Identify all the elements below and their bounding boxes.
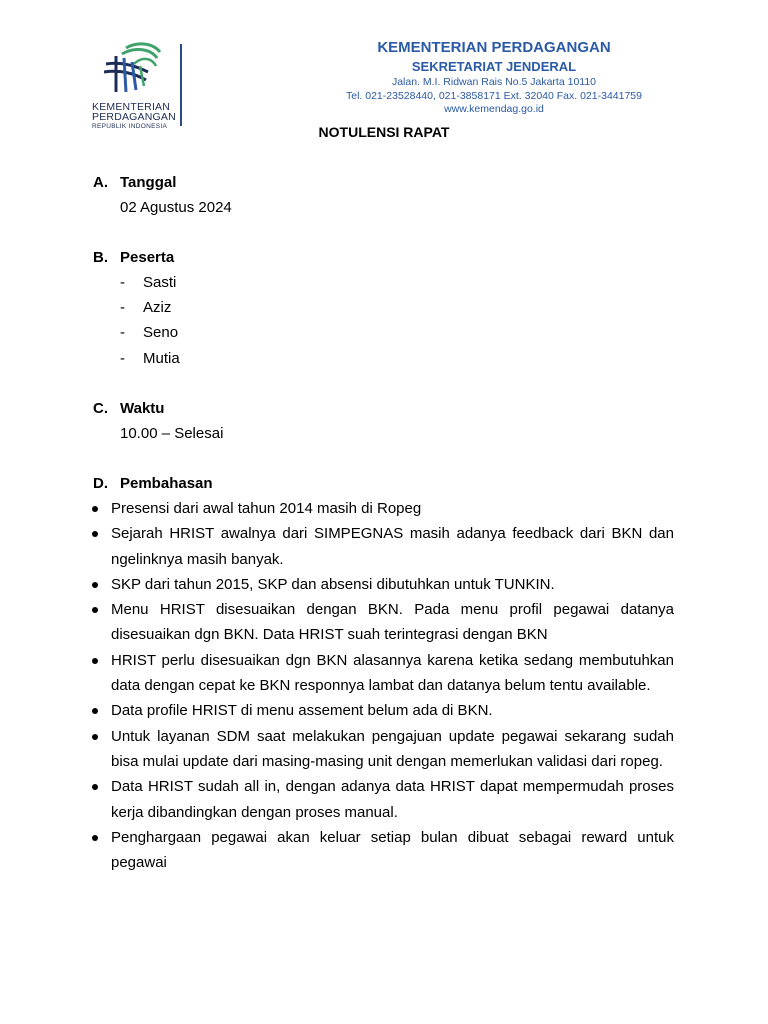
list-item [92,496,674,521]
participant-item [93,295,683,320]
section-peserta [93,245,683,371]
list-item [92,521,674,572]
participant-item [93,320,683,345]
discussion-list [92,496,674,875]
participant-name: Mutia [143,349,180,367]
document-title: NOTULENSI RAPAT [318,124,450,140]
section-title: Peserta [120,249,175,266]
logo-divider [180,44,182,126]
list-item [92,648,674,699]
participant-name: Aziz [143,299,172,317]
logo-text-line-1: KEMENTERIAN [92,101,171,113]
dash-marker: - [120,274,125,291]
list-item-text: Sejarah HRIST awalnya dari SIMPEGNAS masih adanya feedback dari BKN dan ngelinknya masih banyak. [111,525,674,568]
list-item-text: Data HRIST sudah all in, dengan adanya data HRIST dapat mempermudah proses kerja dibandingkan dengan proses manual. [111,778,674,821]
letterhead-block [294,38,694,117]
section-heading [93,471,683,496]
bullet-icon [92,784,98,790]
section-waktu [93,396,683,446]
ministry-emblem-icon [104,42,162,98]
secretariat-name: SEKRETARIAT JENDERAL [411,59,577,74]
list-item-text: Data profile HRIST di menu assement belum ada di BKN. [111,702,493,720]
section-heading [93,170,683,195]
section-heading [93,396,683,421]
section-letter: D. [93,475,108,492]
ministry-logo [92,42,188,132]
section-title: Tanggal [120,174,177,191]
section-title: Pembahasan [120,475,213,492]
logo-text-line-3: REPUBLIK INDONESIA [92,123,168,130]
website-line: www.kemendag.go.id [444,103,544,115]
dash-marker: - [120,299,125,317]
bullet-icon [92,708,98,714]
bullet-icon [92,734,98,740]
tanggal-value: 02 Agustus 2024 [120,199,232,216]
list-item-text: SKP dari tahun 2015, SKP dan absensi dibutuhkan untuk TUNKIN. [111,575,555,593]
participant-item [93,270,683,295]
dash-marker: - [120,349,125,367]
section-title: Waktu [120,400,165,417]
waktu-value: 10.00 – Selesai [120,425,224,442]
list-item [92,597,674,648]
participant-name: Seno [143,324,179,342]
list-item [92,825,674,876]
address-line: Jalan. M.I. Ridwan Rais No.5 Jakarta 10110 [391,76,597,88]
section-tanggal [93,170,683,220]
list-item-text: HRIST perlu disesuaikan dgn BKN alasannya karena ketika sedang membutuhkan data dengan cepat ke BKN responnya lambat dan datanya belum tentu available. [111,651,674,695]
participant-name: Sasti [143,274,177,291]
section-letter: C. [93,400,108,417]
bullet-icon [92,506,98,512]
list-item-text: Penghargaan pegawai akan keluar setiap bulan dibuat sebagai reward untuk pegawai [111,828,674,872]
list-item-text: Menu HRIST disesuaikan dengan BKN. Pada menu profil pegawai datanya disesuaikan dgn BKN. Data HRIST suah terintegrasi dengan BKN [111,601,674,644]
section-heading [93,245,683,270]
bullet-icon [92,658,98,664]
section-letter: B. [93,249,108,266]
list-item [92,774,674,825]
list-item [92,572,674,597]
list-item [92,698,674,723]
participant-item [93,346,683,371]
phone-line: Tel. 021-23528440, 021-3858171 Ext. 32040 Fax. 021-3441759 [346,89,642,102]
bullet-icon [92,531,98,537]
list-item-text: Presensi dari awal tahun 2014 masih di Ropeg [111,500,422,517]
bullet-icon [92,607,98,613]
section-letter: A. [93,174,108,191]
bullet-icon [92,582,98,588]
bullet-icon [92,835,98,841]
dash-marker: - [120,324,125,342]
logo-text-line-2: PERDAGANGAN [92,111,176,123]
ministry-name: KEMENTERIAN PERDAGANGAN [377,39,611,56]
section-pembahasan [93,471,683,496]
list-item [92,724,674,775]
list-item-text: Untuk layanan SDM saat melakukan pengajuan update pegawai sekarang sudah bisa mulai update dari masing-masing unit dengan memerlukan validasi dari ropeg. [111,727,674,770]
